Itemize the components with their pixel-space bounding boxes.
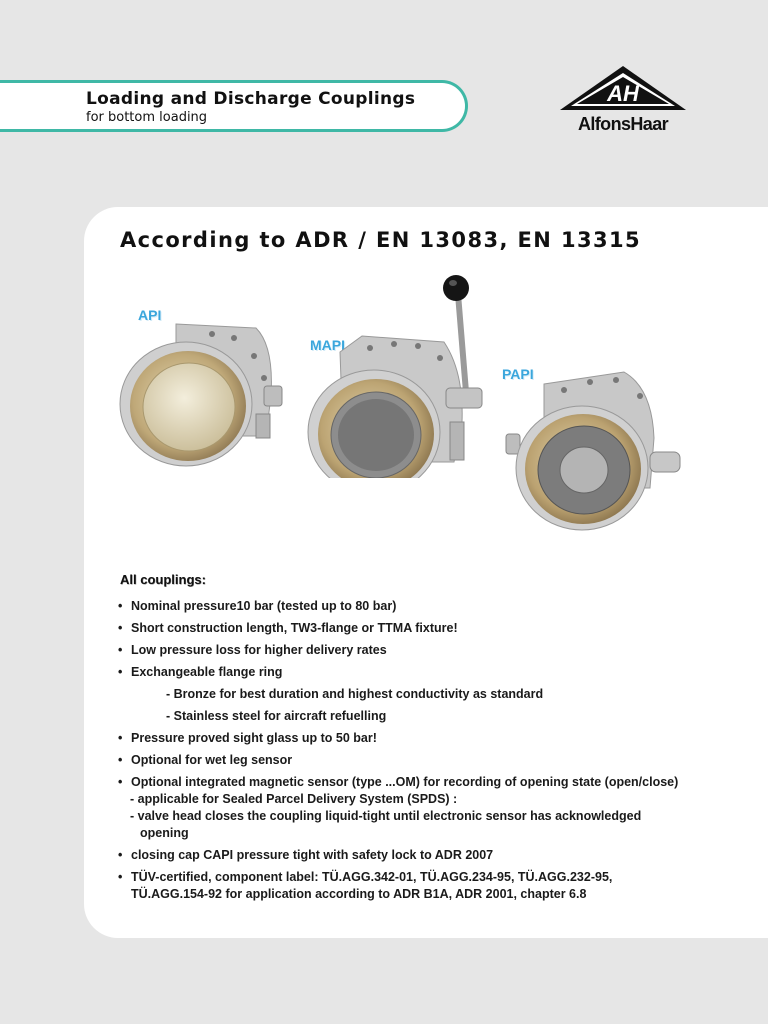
list-item: • TÜV-certified, component label: TÜ.AGG.342-01, TÜ.AGG.234-95, TÜ.AGG.232-95, <box>118 870 613 884</box>
page-title: According to ADR / EN 13083, EN 13315 <box>120 228 642 252</box>
features-list <box>118 598 738 902</box>
list-item: • Pressure proved sight glass up to 50 bar! <box>118 731 377 745</box>
product-label-api: API <box>138 307 162 323</box>
list-item: • Nominal pressure10 bar (tested up to 80 bar) <box>118 599 397 613</box>
list-item: • Short construction length, TW3-flange or TTMA fixture! <box>118 621 458 635</box>
document-subtitle: for bottom loading <box>86 110 208 125</box>
triangle-ah-monogram-icon <box>556 64 690 112</box>
features-heading: All couplings: <box>120 572 206 587</box>
brand-wordmark: AlfonsHaar <box>577 114 669 134</box>
document-title: Loading and Discharge Couplings <box>86 89 416 109</box>
papi-coupling-image <box>504 368 688 536</box>
list-item: • closing cap CAPI pressure tight with safety lock to ADR 2007 <box>118 848 494 862</box>
list-sub-item: - valve head closes the coupling liquid-tight until electronic sensor has acknowledged <box>130 809 642 823</box>
list-sub-item: - applicable for Sealed Parcel Delivery System (SPDS) : <box>130 792 458 806</box>
svg-text:AH: AH <box>607 81 639 106</box>
list-item: • Exchangeable flange ring <box>118 665 283 679</box>
product-label-papi: PAPI <box>502 366 534 382</box>
list-item-continuation: TÜ.AGG.154-92 for application according to ADR B1A, ADR 2001, chapter 6.8 <box>131 887 587 901</box>
header-banner <box>0 80 468 132</box>
list-item: • Optional integrated magnetic sensor (type ...OM) for recording of opening state (open/close) <box>118 775 679 789</box>
list-item: • Low pressure loss for higher delivery rates <box>118 643 387 657</box>
brand-logo <box>556 64 696 138</box>
mapi-coupling-image <box>304 272 488 478</box>
api-coupling-image <box>116 316 288 470</box>
list-sub-item: - Bronze for best duration and highest conductivity as standard <box>166 687 544 701</box>
list-sub-item: - Stainless steel for aircraft refuelling <box>166 709 387 723</box>
list-item: • Optional for wet leg sensor <box>118 753 293 767</box>
product-label-mapi: MAPI <box>310 337 345 353</box>
list-sub-item: opening <box>140 826 189 840</box>
